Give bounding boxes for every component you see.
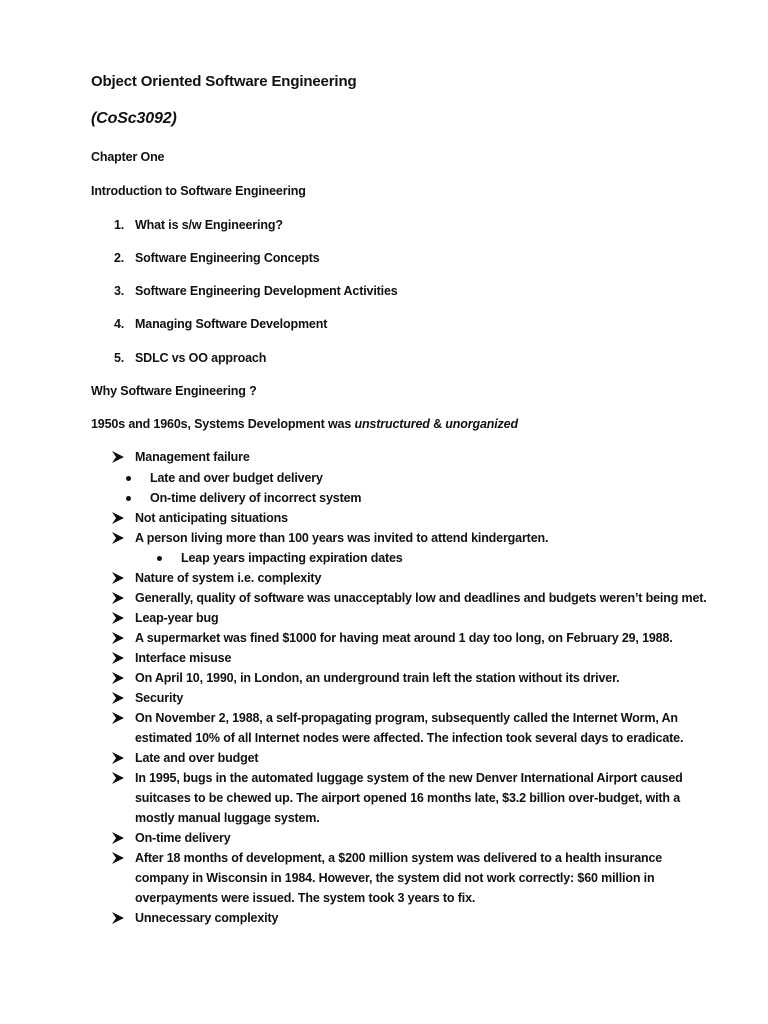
arrow-bullet-icon [111, 690, 125, 706]
arrow-bullet-icon [111, 610, 125, 626]
chapter-heading: Chapter One [91, 150, 165, 164]
arrow-bullet-icon [111, 770, 125, 786]
arrow-bullet-icon [111, 449, 125, 465]
doc-title: Object Oriented Software Engineering [91, 73, 357, 90]
toc-item: 1. What is s/w Engineering? [114, 218, 283, 232]
bullet-continuation: overpayments were issued. The system took 3 years to fix. [135, 891, 476, 905]
arrow-bullet-icon [111, 670, 125, 686]
dot-bullet-icon [157, 556, 162, 561]
toc-item: 4. Managing Software Development [114, 317, 328, 331]
arrow-bullet-icon [111, 710, 125, 726]
document-page: Object Oriented Software Engineering (CoSc3092) Chapter One Introduction to Software Engineering 1. What is s/w Engineering? 2. Software Engineering Concepts 3. Software Engineering Development Activities 4. Managing Software Development 5. SDLC vs OO approach Why Software Engineering ? 1950s and 1960s, Systems Development was unstructured & unorganized Management failure Late and over budget delivery On-time delivery of incorrect system Not anticipating situations A person living more than 100 years was invited to attend kindergarten. Leap years impacting expiration dates Nature of system i.e. complexity Generally, quality of software was unacceptably low and deadlines and budgets weren’t being met. Leap-year bug A supermarket was fined $1000 for having meat around 1 day too long, on February 29, 1988. Interface misuse On April 10, 1990, in London, an underground train left the station without its driver. Security On November 2, 1988, a self-propagating program, subsequently called the Internet Worm, An estimated 10% of all Internet nodes were affected. The infection took several days to eradicate. Late and over budget In 1995, bugs in the automated luggage system of the new Denver International Airport caused suitcases to be chewed up. The airport opened 16 months late, $3.2 billion over-budget, with a mostly manual luggage system. On-time delivery After 18 months of development, a $200 million system was delivered to a health insurance company in Wisconsin in 1984. However, the system did not work correctly: $60 million in overpayments were issued. The system took 3 years to fix. Unnecessary complexity [91, 73, 707, 925]
dot-bullet-icon [126, 476, 131, 481]
intro-heading: Introduction to Software Engineering [91, 184, 306, 198]
arrow-bullet-icon [111, 530, 125, 546]
arrow-bullet-icon [111, 570, 125, 586]
toc-item: 2. Software Engineering Concepts [114, 251, 320, 265]
bullet-continuation: company in Wisconsin in 1984. However, the system did not work correctly: $60 million in [135, 871, 655, 885]
arrow-bullet-icon [111, 750, 125, 766]
arrow-bullet-icon [111, 630, 125, 646]
arrow-bullet-icon [111, 850, 125, 866]
bullet-continuation: estimated 10% of all Internet nodes were affected. The infection took several days to eradicate. [135, 731, 684, 745]
era-sentence: 1950s and 1960s, Systems Development was unstructured & unorganized [91, 417, 518, 431]
arrow-bullet-icon [111, 510, 125, 526]
arrow-bullet-icon [111, 910, 125, 926]
course-code: (CoSc3092) [91, 110, 177, 127]
toc-item: 3. Software Engineering Development Activities [114, 284, 398, 298]
arrow-bullet-icon [111, 830, 125, 846]
why-heading: Why Software Engineering ? [91, 384, 257, 398]
arrow-bullet-icon [111, 590, 125, 606]
toc-item: 5. SDLC vs OO approach [114, 351, 267, 365]
bullet-continuation: suitcases to be chewed up. The airport opened 16 months late, $3.2 billion over-budget, with a [135, 791, 681, 805]
arrow-bullet-icon [111, 650, 125, 666]
dot-bullet-icon [126, 496, 131, 501]
bullet-continuation: mostly manual luggage system. [135, 811, 320, 825]
